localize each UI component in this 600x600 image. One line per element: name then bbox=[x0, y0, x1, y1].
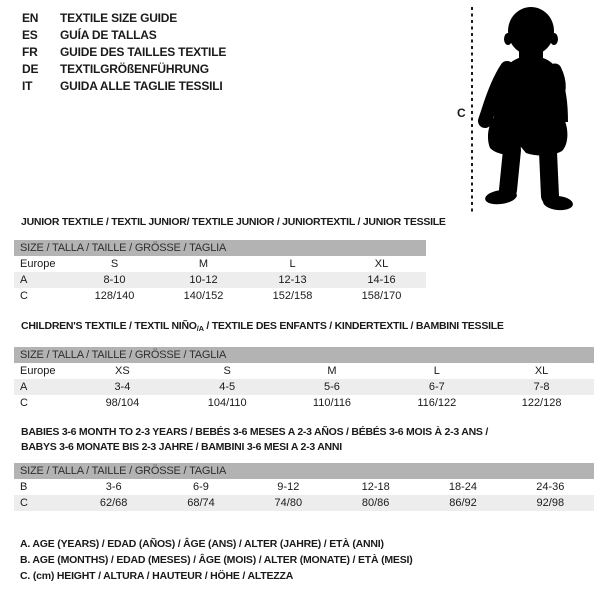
age-cell: 3-4 bbox=[114, 381, 131, 393]
row-label: Europe bbox=[20, 258, 56, 270]
table-row bbox=[14, 495, 594, 511]
language-row bbox=[22, 78, 226, 95]
language-code: FR bbox=[22, 45, 38, 59]
language-row bbox=[22, 27, 226, 44]
size-cell: M bbox=[198, 258, 209, 270]
age-cell: 10-12 bbox=[189, 274, 218, 286]
language-row bbox=[22, 44, 226, 61]
height-cell: 122/128 bbox=[521, 397, 562, 409]
footnote-age-years: A. AGE (YEARS) / EDAD (AÑOS) / ÂGE (ANS) / ALTER (JAHRE) / ETÀ (ANNI) bbox=[20, 538, 384, 550]
age-cell: 24-36 bbox=[536, 481, 565, 493]
age-cell: 12-13 bbox=[278, 274, 307, 286]
age-cell: 14-16 bbox=[367, 274, 396, 286]
height-cell: 158/170 bbox=[361, 290, 402, 302]
language-title-list bbox=[22, 10, 226, 95]
table-row bbox=[14, 363, 594, 379]
table-row bbox=[14, 395, 594, 411]
age-cell: 9-12 bbox=[277, 481, 300, 493]
row-label: C bbox=[20, 497, 28, 509]
guide-title: GUIDE DES TAILLES TEXTILE bbox=[60, 45, 227, 59]
table-title-subscript: /A bbox=[196, 324, 204, 333]
height-cell: 140/152 bbox=[183, 290, 224, 302]
size-cell: XL bbox=[374, 258, 389, 270]
age-cell: 4-5 bbox=[219, 381, 236, 393]
height-cell: 104/110 bbox=[207, 397, 247, 409]
size-cell: XS bbox=[115, 365, 130, 377]
height-cell: 128/140 bbox=[94, 290, 135, 302]
baby-silhouette bbox=[484, 7, 573, 212]
size-cell: S bbox=[223, 365, 231, 377]
row-label: A bbox=[20, 274, 28, 286]
age-cell: 8-10 bbox=[103, 274, 126, 286]
guide-title: GUIDA ALLE TAGLIE TESSILI bbox=[60, 79, 223, 93]
babies-size-table bbox=[14, 425, 594, 511]
age-cell: 18-24 bbox=[448, 481, 478, 493]
row-label: A bbox=[20, 381, 28, 393]
baby-figure-graphic bbox=[455, 4, 585, 216]
table-row bbox=[14, 379, 594, 395]
guide-title: GUÍA DE TALLAS bbox=[60, 28, 157, 42]
children-size-table bbox=[14, 320, 594, 411]
table-title-text: CHILDREN'S TEXTILE / TEXTIL NIÑO bbox=[21, 320, 197, 332]
height-cell: 92/98 bbox=[536, 497, 565, 509]
age-cell: 5-6 bbox=[324, 381, 340, 393]
size-cell: S bbox=[110, 258, 119, 270]
table-row bbox=[14, 256, 426, 272]
row-label: C bbox=[20, 290, 28, 302]
guide-title: TEXTILGRÖßENFÜHRUNG bbox=[60, 62, 209, 76]
language-row bbox=[22, 10, 226, 27]
age-cell: 6-9 bbox=[193, 481, 209, 493]
height-measure-label: C bbox=[457, 106, 466, 120]
language-code: ES bbox=[22, 28, 38, 42]
table-row bbox=[14, 272, 426, 288]
table-title: BABIES 3-6 MONTH TO 2-3 YEARS / BEBÉS 3-6 MESES A 2-3 AÑOS / BÉBÉS 3-6 MOIS À 2-3 ANS / bbox=[21, 426, 489, 438]
age-cell: 6-7 bbox=[428, 381, 445, 393]
age-cell: 3-6 bbox=[105, 481, 122, 493]
height-cell: 74/80 bbox=[274, 497, 303, 509]
height-cell: 68/74 bbox=[187, 497, 215, 509]
size-header-bar: SIZE / TALLA / TAILLE / GRÖSSE / TAGLIA bbox=[14, 240, 426, 256]
footnote-height-cm: C. (cm) HEIGHT / ALTURA / HAUTEUR / HÖHE / ALTEZZA bbox=[20, 570, 294, 582]
table-row bbox=[14, 288, 426, 304]
table-row bbox=[14, 479, 594, 495]
guide-title: TEXTILE SIZE GUIDE bbox=[60, 11, 178, 25]
language-row bbox=[22, 61, 226, 78]
row-label: B bbox=[20, 481, 28, 493]
size-cell: XL bbox=[534, 365, 549, 377]
size-cell: M bbox=[327, 365, 337, 377]
size-cell: L bbox=[289, 258, 296, 270]
height-cell: 80/86 bbox=[361, 497, 390, 509]
footnote-age-months: B. AGE (MONTHS) / EDAD (MESES) / ÂGE (MOIS) / ALTER (MONATE) / ETÀ (MESI) bbox=[20, 554, 413, 566]
language-code: IT bbox=[22, 79, 33, 93]
height-cell: 110/116 bbox=[312, 397, 352, 409]
language-code: DE bbox=[22, 62, 39, 76]
row-label: Europe bbox=[20, 365, 56, 377]
height-cell: 62/68 bbox=[99, 497, 128, 509]
language-code: EN bbox=[22, 11, 39, 25]
age-cell: 7-8 bbox=[533, 381, 550, 393]
size-header-bar: SIZE / TALLA / TAILLE / GRÖSSE / TAGLIA bbox=[14, 347, 594, 363]
size-header-bar: SIZE / TALLA / TAILLE / GRÖSSE / TAGLIA bbox=[14, 463, 594, 479]
junior-size-table bbox=[14, 216, 446, 304]
table-title: BABYS 3-6 MONATE BIS 2-3 JAHRE / BAMBINI 3-6 MESI A 2-3 ANNI bbox=[21, 441, 342, 453]
height-cell: 98/104 bbox=[105, 397, 140, 409]
table-title: JUNIOR TEXTILE / TEXTIL JUNIOR/ TEXTILE JUNIOR / JUNIORTEXTIL / JUNIOR TESSILE bbox=[21, 216, 446, 228]
legend-footnotes bbox=[20, 536, 413, 584]
height-cell: 152/158 bbox=[272, 290, 313, 302]
height-cell: 86/92 bbox=[449, 497, 477, 509]
size-cell: L bbox=[433, 365, 440, 377]
row-label: C bbox=[20, 397, 28, 409]
table-title bbox=[14, 320, 594, 335]
table-title-text: / TEXTILE DES ENFANTS / KINDERTEXTIL / BAMBINI TESSILE bbox=[203, 320, 504, 332]
height-cell: 116/122 bbox=[417, 397, 457, 409]
age-cell: 12-18 bbox=[361, 481, 390, 493]
